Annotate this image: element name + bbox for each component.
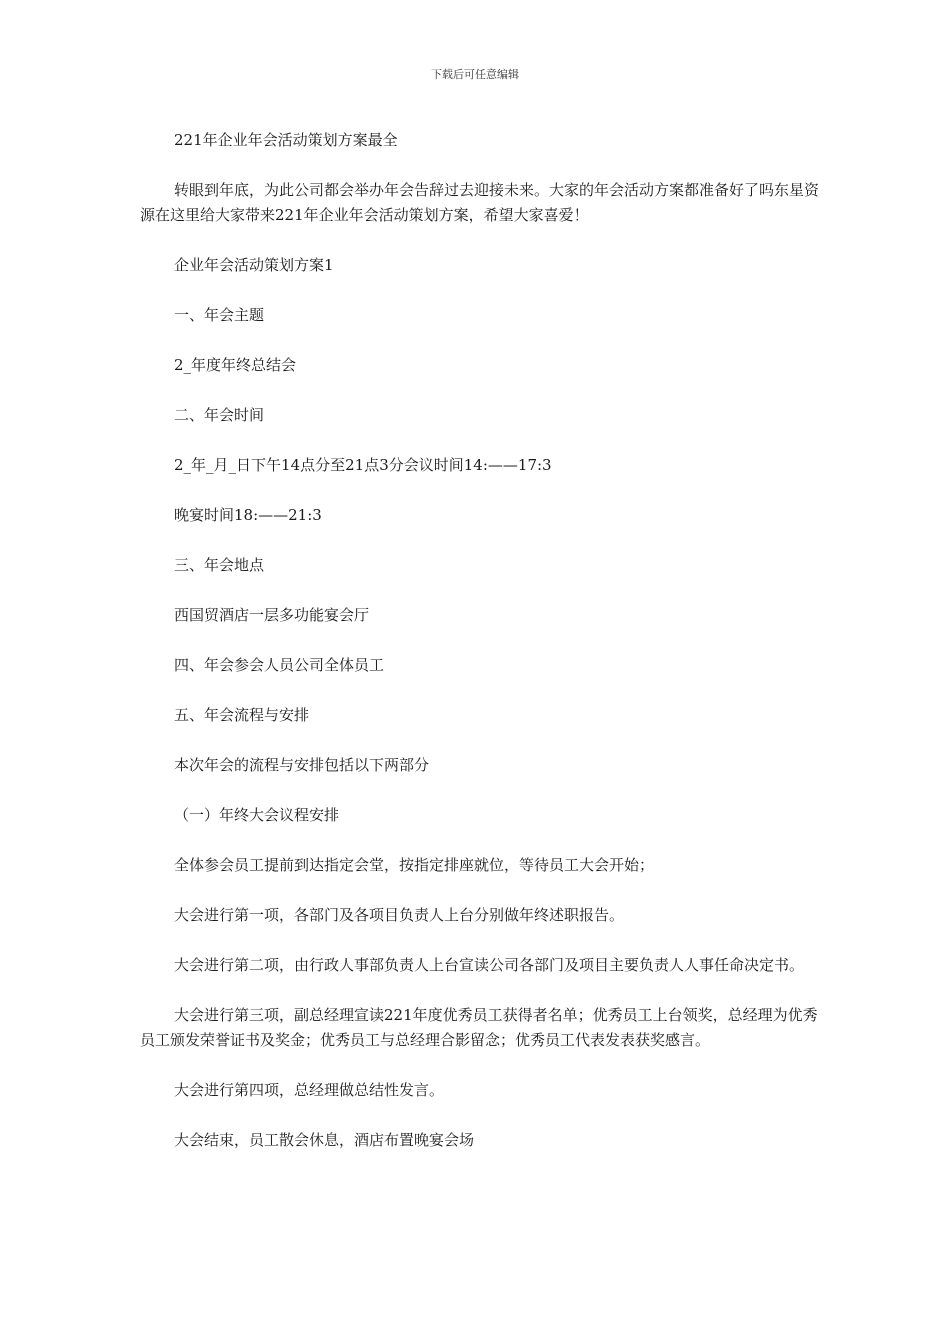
header-note: 下载后可任意编辑 xyxy=(431,68,519,81)
paragraph-theme: 2_年度年终总结会 xyxy=(174,356,297,374)
document-body xyxy=(140,128,820,1178)
paragraph-meeting-time: 2_年_月_日下午14点分至21点3分会议时间14:——17:3 xyxy=(174,456,552,474)
paragraph-intro: 转眼到年底，为此公司都会举办年会告辞过去迎接未来。大家的年会活动方案都准备好了吗东星资源在这里给大家带来221年企业年会活动策划方案，希望大家喜爱！ xyxy=(140,181,820,224)
paragraph-agenda-5: 大会进行第四项，总经理做总结性发言。 xyxy=(174,1081,445,1099)
paragraph-process-intro: 本次年会的流程与安排包括以下两部分 xyxy=(174,756,430,774)
heading-theme: 一、年会主题 xyxy=(174,306,265,324)
document-title: 221年企业年会活动策划方案最全 xyxy=(174,131,398,149)
heading-attendees: 四、年会参会人员公司全体员工 xyxy=(174,656,385,674)
paragraph-agenda-1: 全体参会员工提前到达指定会堂，按指定排座就位，等待员工大会开始； xyxy=(174,856,655,874)
heading-time: 二、年会时间 xyxy=(174,406,265,424)
section-heading-plan-1: 企业年会活动策划方案1 xyxy=(174,256,334,274)
subheading-agenda: （一）年终大会议程安排 xyxy=(174,806,340,824)
paragraph-agenda-4: 大会进行第三项，副总经理宣读221年度优秀员工获得者名单；优秀员工上台领奖，总经理为优秀员工颁发荣誉证书及奖金；优秀员工与总经理合影留念；优秀员工代表发表获奖感言。 xyxy=(140,1006,818,1049)
heading-process: 五、年会流程与安排 xyxy=(174,706,310,724)
paragraph-agenda-6: 大会结束，员工散会休息，酒店布置晚宴会场 xyxy=(174,1131,475,1149)
paragraph-location: 西国贸酒店一层多功能宴会厅 xyxy=(174,606,370,624)
paragraph-agenda-2: 大会进行第一项，各部门及各项目负责人上台分别做年终述职报告。 xyxy=(174,906,625,924)
paragraph-agenda-3: 大会进行第二项，由行政人事部负责人上台宣读公司各部门及项目主要负责人人事任命决定书。 xyxy=(174,956,805,974)
heading-location: 三、年会地点 xyxy=(174,556,265,574)
paragraph-dinner-time: 晚宴时间18:——21:3 xyxy=(174,506,322,524)
